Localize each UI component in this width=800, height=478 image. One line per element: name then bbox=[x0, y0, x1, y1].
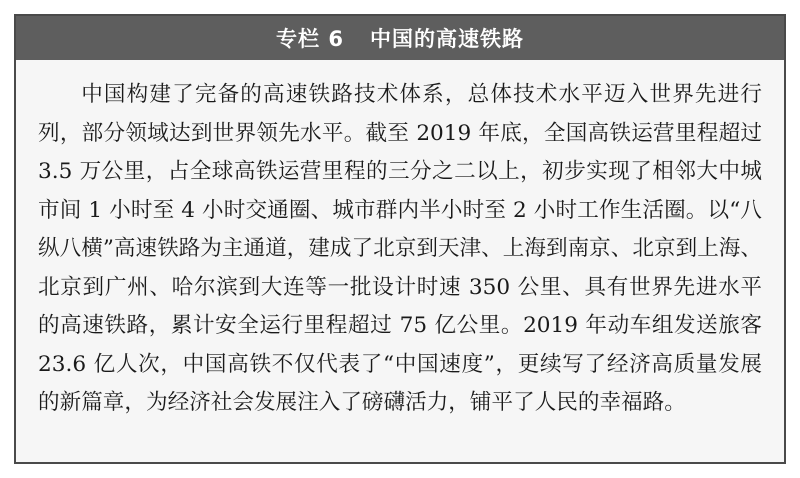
column-label: 专栏 6 bbox=[276, 27, 344, 51]
column-body-text: 中国构建了完备的高速铁路技术体系，总体技术水平迈入世界先进行列，部分领域达到世界领先水平。截至 2019 年底，全国高铁运营里程超过 3.5 万公里，占全球高铁运营里程的三分之二以上，初步实现了相邻大中城市间 1 小时至 4 小时交通圈、城市群内半小时至 2 小时工作生活圈。以“八纵八横”高速铁路为主通道，建成了北京到天津、上海到南京、北京到上海、北京到广州、哈尔滨到大连等一批设计时速 350 公里、具有世界先进水平的高速铁路，累计安全运行里程超过 75 亿公里。2019 年动车组发送旅客 23.6 亿人次，中国高铁不仅代表了“中国速度”，更续写了经济高质量发展的新篇章，为经济社会发展注入了磅礴活力，铺平了人民的幸福路。 bbox=[38, 82, 762, 415]
column-header bbox=[16, 16, 784, 60]
column-title: 中国的高速铁路 bbox=[369, 27, 524, 51]
column-box bbox=[14, 14, 786, 464]
